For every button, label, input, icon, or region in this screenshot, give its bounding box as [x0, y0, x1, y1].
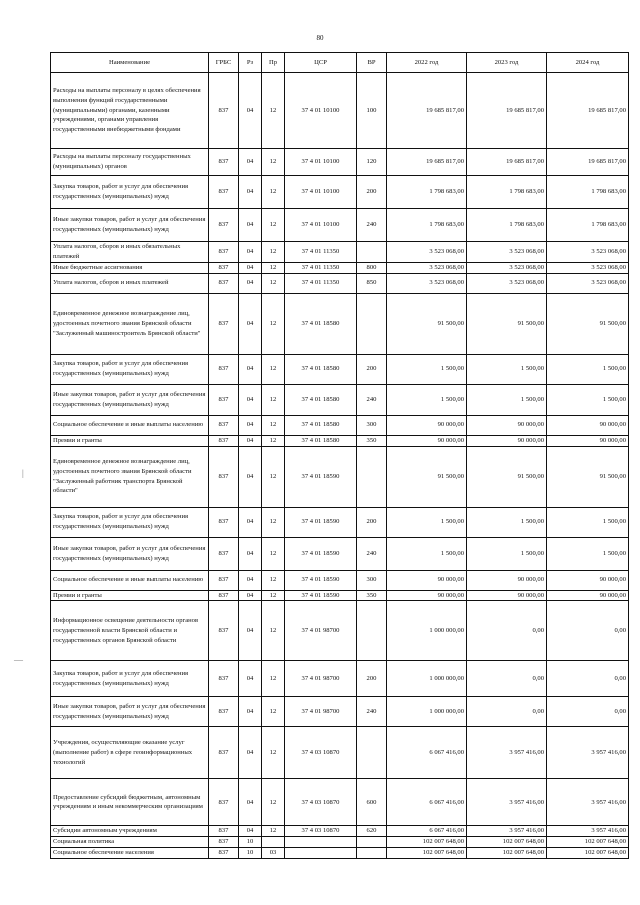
row-name-cell: Иные бюджетные ассигнования [51, 262, 209, 273]
amount-2022-cell: 90 000,00 [387, 590, 467, 601]
table-row [51, 149, 629, 176]
vr-cell: 800 [357, 262, 387, 273]
csr-cell: 37 4 01 18580 [285, 354, 357, 384]
amount-2023-cell: 90 000,00 [467, 415, 547, 435]
pr-cell: 12 [262, 590, 285, 601]
csr-cell: 37 4 03 10870 [285, 779, 357, 826]
column-header-vr: ВР [357, 53, 387, 73]
rz-cell: 04 [239, 176, 262, 209]
amount-2022-cell: 19 685 817,00 [387, 149, 467, 176]
amount-2023-cell: 90 000,00 [467, 435, 547, 446]
pr-cell: 12 [262, 570, 285, 590]
grbs-cell: 837 [209, 537, 239, 570]
grbs-cell: 837 [209, 446, 239, 507]
table-header-row [51, 53, 629, 73]
table-row [51, 293, 629, 354]
amount-2023-cell: 3 523 068,00 [467, 273, 547, 293]
rz-cell: 04 [239, 570, 262, 590]
vr-cell: 200 [357, 661, 387, 697]
amount-2022-cell: 1 500,00 [387, 354, 467, 384]
csr-cell: 37 4 01 10100 [285, 176, 357, 209]
amount-2023-cell: 1 500,00 [467, 507, 547, 537]
grbs-cell: 837 [209, 149, 239, 176]
table-row [51, 848, 629, 859]
table-row [51, 661, 629, 697]
row-name-cell: Субсидии автономным учреждениям [51, 826, 209, 837]
rz-cell: 04 [239, 727, 262, 779]
table-row [51, 242, 629, 263]
row-name-cell: Иные закупки товаров, работ и услуг для обеспечения государственных (муниципальных) нужд [51, 209, 209, 242]
amount-2023-cell: 1 500,00 [467, 537, 547, 570]
amount-2022-cell: 1 000 000,00 [387, 601, 467, 661]
pr-cell: 12 [262, 384, 285, 415]
amount-2022-cell: 6 067 416,00 [387, 826, 467, 837]
amount-2024-cell: 90 000,00 [547, 435, 629, 446]
rz-cell: 04 [239, 209, 262, 242]
pr-cell: 03 [262, 848, 285, 859]
vr-cell [357, 837, 387, 848]
csr-cell: 37 4 01 10100 [285, 149, 357, 176]
rz-cell: 04 [239, 507, 262, 537]
table-row [51, 354, 629, 384]
grbs-cell: 837 [209, 176, 239, 209]
rz-cell: 04 [239, 661, 262, 697]
amount-2024-cell: 1 500,00 [547, 384, 629, 415]
amount-2022-cell: 3 523 068,00 [387, 262, 467, 273]
grbs-cell: 837 [209, 848, 239, 859]
vr-cell [357, 242, 387, 263]
column-header-2024: 2024 год [547, 53, 629, 73]
table-row [51, 570, 629, 590]
pr-cell: 12 [262, 507, 285, 537]
pr-cell: 12 [262, 273, 285, 293]
amount-2023-cell: 91 500,00 [467, 446, 547, 507]
vr-cell: 350 [357, 435, 387, 446]
csr-cell: 37 4 01 11350 [285, 242, 357, 263]
csr-cell: 37 4 03 10870 [285, 727, 357, 779]
pr-cell: 12 [262, 601, 285, 661]
amount-2022-cell: 102 007 648,00 [387, 837, 467, 848]
vr-cell: 200 [357, 176, 387, 209]
rz-cell: 04 [239, 242, 262, 263]
vr-cell: 300 [357, 415, 387, 435]
vr-cell [357, 848, 387, 859]
rz-cell: 04 [239, 697, 262, 727]
csr-cell: 37 4 01 18580 [285, 293, 357, 354]
column-header-2023: 2023 год [467, 53, 547, 73]
table-row [51, 779, 629, 826]
vr-cell: 300 [357, 570, 387, 590]
row-name-cell: Закупка товаров, работ и услуг для обеспечения государственных (муниципальных) нужд [51, 176, 209, 209]
amount-2022-cell: 1 500,00 [387, 537, 467, 570]
table-row [51, 273, 629, 293]
vr-cell [357, 601, 387, 661]
rz-cell: 04 [239, 384, 262, 415]
amount-2022-cell: 6 067 416,00 [387, 779, 467, 826]
amount-2024-cell: 91 500,00 [547, 293, 629, 354]
amount-2023-cell: 102 007 648,00 [467, 848, 547, 859]
rz-cell: 04 [239, 415, 262, 435]
column-header-2022: 2022 год [387, 53, 467, 73]
csr-cell: 37 4 01 10100 [285, 209, 357, 242]
amount-2022-cell: 90 000,00 [387, 415, 467, 435]
rz-cell: 04 [239, 354, 262, 384]
csr-cell: 37 4 01 18590 [285, 537, 357, 570]
grbs-cell: 837 [209, 242, 239, 263]
amount-2024-cell: 19 685 817,00 [547, 73, 629, 149]
csr-cell: 37 4 01 98700 [285, 601, 357, 661]
amount-2023-cell: 1 798 683,00 [467, 209, 547, 242]
csr-cell: 37 4 01 11350 [285, 262, 357, 273]
table-row [51, 697, 629, 727]
amount-2024-cell: 91 500,00 [547, 446, 629, 507]
rz-cell: 04 [239, 826, 262, 837]
vr-cell [357, 727, 387, 779]
amount-2023-cell: 1 500,00 [467, 354, 547, 384]
rz-cell: 04 [239, 293, 262, 354]
pr-cell: 12 [262, 262, 285, 273]
grbs-cell: 837 [209, 826, 239, 837]
amount-2023-cell: 19 685 817,00 [467, 73, 547, 149]
pr-cell: 12 [262, 446, 285, 507]
table-row [51, 262, 629, 273]
vr-cell: 200 [357, 507, 387, 537]
pr-cell: 12 [262, 661, 285, 697]
row-name-cell: Премии и гранты [51, 590, 209, 601]
pr-cell: 12 [262, 779, 285, 826]
table-row [51, 507, 629, 537]
grbs-cell: 837 [209, 354, 239, 384]
grbs-cell: 837 [209, 590, 239, 601]
grbs-cell: 837 [209, 727, 239, 779]
row-name-cell: Закупка товаров, работ и услуг для обеспечения государственных (муниципальных) нужд [51, 507, 209, 537]
table-row [51, 435, 629, 446]
rz-cell: 04 [239, 537, 262, 570]
column-header-pr: Пр [262, 53, 285, 73]
amount-2024-cell: 1 500,00 [547, 354, 629, 384]
row-name-cell: Уплата налогов, сборов и иных обязательных платежей [51, 242, 209, 263]
amount-2023-cell: 3 957 416,00 [467, 779, 547, 826]
pr-cell: 12 [262, 537, 285, 570]
pr-cell: 12 [262, 176, 285, 209]
pr-cell: 12 [262, 435, 285, 446]
amount-2023-cell: 19 685 817,00 [467, 149, 547, 176]
column-header-rz: Рз [239, 53, 262, 73]
pr-cell [262, 837, 285, 848]
row-name-cell: Премии и гранты [51, 435, 209, 446]
csr-cell: 37 4 01 18580 [285, 435, 357, 446]
vr-cell: 200 [357, 354, 387, 384]
csr-cell: 37 4 01 11350 [285, 273, 357, 293]
margin-mark: — [14, 655, 23, 665]
row-name-cell: Расходы на выплаты персоналу государственных (муниципальных) органов [51, 149, 209, 176]
table-row [51, 209, 629, 242]
vr-cell [357, 446, 387, 507]
csr-cell [285, 837, 357, 848]
grbs-cell: 837 [209, 601, 239, 661]
margin-mark: | [22, 468, 24, 478]
csr-cell: 37 4 01 18590 [285, 590, 357, 601]
rz-cell: 04 [239, 273, 262, 293]
vr-cell: 600 [357, 779, 387, 826]
amount-2023-cell: 0,00 [467, 601, 547, 661]
grbs-cell: 837 [209, 415, 239, 435]
amount-2024-cell: 3 523 068,00 [547, 242, 629, 263]
row-name-cell: Закупка товаров, работ и услуг для обеспечения государственных (муниципальных) нужд [51, 661, 209, 697]
amount-2024-cell: 1 500,00 [547, 507, 629, 537]
amount-2024-cell: 0,00 [547, 601, 629, 661]
amount-2022-cell: 1 798 683,00 [387, 176, 467, 209]
amount-2024-cell: 3 523 068,00 [547, 273, 629, 293]
csr-cell: 37 4 01 10100 [285, 73, 357, 149]
column-header-name: Наименование [51, 53, 209, 73]
row-name-cell: Социальное обеспечение и иные выплаты населению [51, 570, 209, 590]
table-row [51, 446, 629, 507]
amount-2022-cell: 1 000 000,00 [387, 661, 467, 697]
grbs-cell: 837 [209, 697, 239, 727]
rz-cell: 04 [239, 435, 262, 446]
rz-cell: 04 [239, 446, 262, 507]
vr-cell: 240 [357, 209, 387, 242]
pr-cell: 12 [262, 149, 285, 176]
table-row [51, 176, 629, 209]
pr-cell: 12 [262, 415, 285, 435]
amount-2022-cell: 19 685 817,00 [387, 73, 467, 149]
column-header-grbs: ГРБС [209, 53, 239, 73]
amount-2022-cell: 102 007 648,00 [387, 848, 467, 859]
pr-cell: 12 [262, 242, 285, 263]
grbs-cell: 837 [209, 262, 239, 273]
amount-2023-cell: 3 957 416,00 [467, 826, 547, 837]
amount-2022-cell: 90 000,00 [387, 435, 467, 446]
grbs-cell: 837 [209, 384, 239, 415]
vr-cell: 100 [357, 73, 387, 149]
amount-2024-cell: 3 957 416,00 [547, 826, 629, 837]
vr-cell: 240 [357, 537, 387, 570]
rz-cell: 04 [239, 601, 262, 661]
row-name-cell: Социальное обеспечение и иные выплаты населению [51, 415, 209, 435]
amount-2023-cell: 1 798 683,00 [467, 176, 547, 209]
column-header-csr: ЦСР [285, 53, 357, 73]
amount-2022-cell: 91 500,00 [387, 446, 467, 507]
grbs-cell: 837 [209, 73, 239, 149]
table-row [51, 537, 629, 570]
csr-cell: 37 4 01 18590 [285, 570, 357, 590]
table-row [51, 837, 629, 848]
grbs-cell: 837 [209, 507, 239, 537]
table-row [51, 73, 629, 149]
table-row [51, 826, 629, 837]
csr-cell: 37 4 01 18590 [285, 507, 357, 537]
amount-2023-cell: 3 523 068,00 [467, 262, 547, 273]
amount-2024-cell: 3 957 416,00 [547, 727, 629, 779]
table-row [51, 727, 629, 779]
amount-2022-cell: 1 500,00 [387, 384, 467, 415]
vr-cell: 850 [357, 273, 387, 293]
pr-cell: 12 [262, 354, 285, 384]
vr-cell: 620 [357, 826, 387, 837]
table-row [51, 601, 629, 661]
row-name-cell: Единовременное денежное вознаграждение лиц, удостоенных почетного звания Брянской области "Заслуженный работник транспорта Брянской области" [51, 446, 209, 507]
amount-2024-cell: 1 500,00 [547, 537, 629, 570]
row-name-cell: Социальное обеспечение населения [51, 848, 209, 859]
csr-cell: 37 4 03 10870 [285, 826, 357, 837]
amount-2023-cell: 90 000,00 [467, 570, 547, 590]
amount-2024-cell: 102 007 648,00 [547, 848, 629, 859]
amount-2023-cell: 0,00 [467, 661, 547, 697]
row-name-cell: Учреждения, осуществляющие оказание услуг (выполнение работ) в сфере геоинформационных технологий [51, 727, 209, 779]
vr-cell: 350 [357, 590, 387, 601]
vr-cell: 240 [357, 384, 387, 415]
rz-cell: 10 [239, 837, 262, 848]
amount-2024-cell: 1 798 683,00 [547, 209, 629, 242]
row-name-cell: Закупка товаров, работ и услуг для обеспечения государственных (муниципальных) нужд [51, 354, 209, 384]
amount-2022-cell: 1 500,00 [387, 507, 467, 537]
rz-cell: 04 [239, 73, 262, 149]
grbs-cell: 837 [209, 570, 239, 590]
vr-cell [357, 293, 387, 354]
rz-cell: 04 [239, 262, 262, 273]
csr-cell: 37 4 01 18590 [285, 446, 357, 507]
grbs-cell: 837 [209, 661, 239, 697]
grbs-cell: 837 [209, 293, 239, 354]
row-name-cell: Социальная политика [51, 837, 209, 848]
amount-2024-cell: 90 000,00 [547, 570, 629, 590]
amount-2024-cell: 1 798 683,00 [547, 176, 629, 209]
pr-cell: 12 [262, 293, 285, 354]
amount-2022-cell: 3 523 068,00 [387, 242, 467, 263]
row-name-cell: Иные закупки товаров, работ и услуг для обеспечения государственных (муниципальных) нужд [51, 537, 209, 570]
amount-2022-cell: 90 000,00 [387, 570, 467, 590]
amount-2023-cell: 102 007 648,00 [467, 837, 547, 848]
pr-cell: 12 [262, 697, 285, 727]
amount-2023-cell: 1 500,00 [467, 384, 547, 415]
page-number: 80 [316, 34, 324, 42]
csr-cell: 37 4 01 18580 [285, 415, 357, 435]
csr-cell: 37 4 01 98700 [285, 697, 357, 727]
rz-cell: 10 [239, 848, 262, 859]
amount-2024-cell: 102 007 648,00 [547, 837, 629, 848]
rz-cell: 04 [239, 149, 262, 176]
amount-2022-cell: 6 067 416,00 [387, 727, 467, 779]
row-name-cell: Иные закупки товаров, работ и услуг для обеспечения государственных (муниципальных) нужд [51, 697, 209, 727]
row-name-cell: Предоставление субсидий бюджетным, автономным учреждениям и иным некоммерческим организациям [51, 779, 209, 826]
amount-2022-cell: 91 500,00 [387, 293, 467, 354]
table-row [51, 590, 629, 601]
amount-2022-cell: 1 798 683,00 [387, 209, 467, 242]
amount-2024-cell: 0,00 [547, 697, 629, 727]
amount-2024-cell: 0,00 [547, 661, 629, 697]
grbs-cell: 837 [209, 779, 239, 826]
row-name-cell: Расходы на выплаты персоналу в целях обеспечения выполнения функций государственными (муниципальными) органами, казенными учреждениями, органами управления государственными внебюджетными фондами [51, 73, 209, 149]
vr-cell: 240 [357, 697, 387, 727]
grbs-cell: 837 [209, 435, 239, 446]
rz-cell: 04 [239, 590, 262, 601]
amount-2023-cell: 3 957 416,00 [467, 727, 547, 779]
table-row [51, 415, 629, 435]
table-row [51, 384, 629, 415]
rz-cell: 04 [239, 779, 262, 826]
row-name-cell: Иные закупки товаров, работ и услуг для обеспечения государственных (муниципальных) нужд [51, 384, 209, 415]
pr-cell: 12 [262, 826, 285, 837]
amount-2024-cell: 90 000,00 [547, 415, 629, 435]
csr-cell: 37 4 01 98700 [285, 661, 357, 697]
row-name-cell: Единовременное денежное вознаграждение лиц, удостоенных почетного звания Брянской области "Заслуженный машиностроитель Брянской области" [51, 293, 209, 354]
vr-cell: 120 [357, 149, 387, 176]
amount-2022-cell: 3 523 068,00 [387, 273, 467, 293]
amount-2024-cell: 3 523 068,00 [547, 262, 629, 273]
amount-2024-cell: 3 957 416,00 [547, 779, 629, 826]
pr-cell: 12 [262, 727, 285, 779]
pr-cell: 12 [262, 73, 285, 149]
grbs-cell: 837 [209, 273, 239, 293]
amount-2024-cell: 19 685 817,00 [547, 149, 629, 176]
grbs-cell: 837 [209, 837, 239, 848]
amount-2023-cell: 90 000,00 [467, 590, 547, 601]
amount-2023-cell: 0,00 [467, 697, 547, 727]
amount-2023-cell: 91 500,00 [467, 293, 547, 354]
row-name-cell: Уплата налогов, сборов и иных платежей [51, 273, 209, 293]
csr-cell [285, 848, 357, 859]
csr-cell: 37 4 01 18580 [285, 384, 357, 415]
grbs-cell: 837 [209, 209, 239, 242]
pr-cell: 12 [262, 209, 285, 242]
amount-2023-cell: 3 523 068,00 [467, 242, 547, 263]
row-name-cell: Информационное освещение деятельности органов государственной власти Брянской области и государственных органов Брянской области [51, 601, 209, 661]
amount-2022-cell: 1 000 000,00 [387, 697, 467, 727]
amount-2024-cell: 90 000,00 [547, 590, 629, 601]
budget-table [50, 52, 629, 859]
